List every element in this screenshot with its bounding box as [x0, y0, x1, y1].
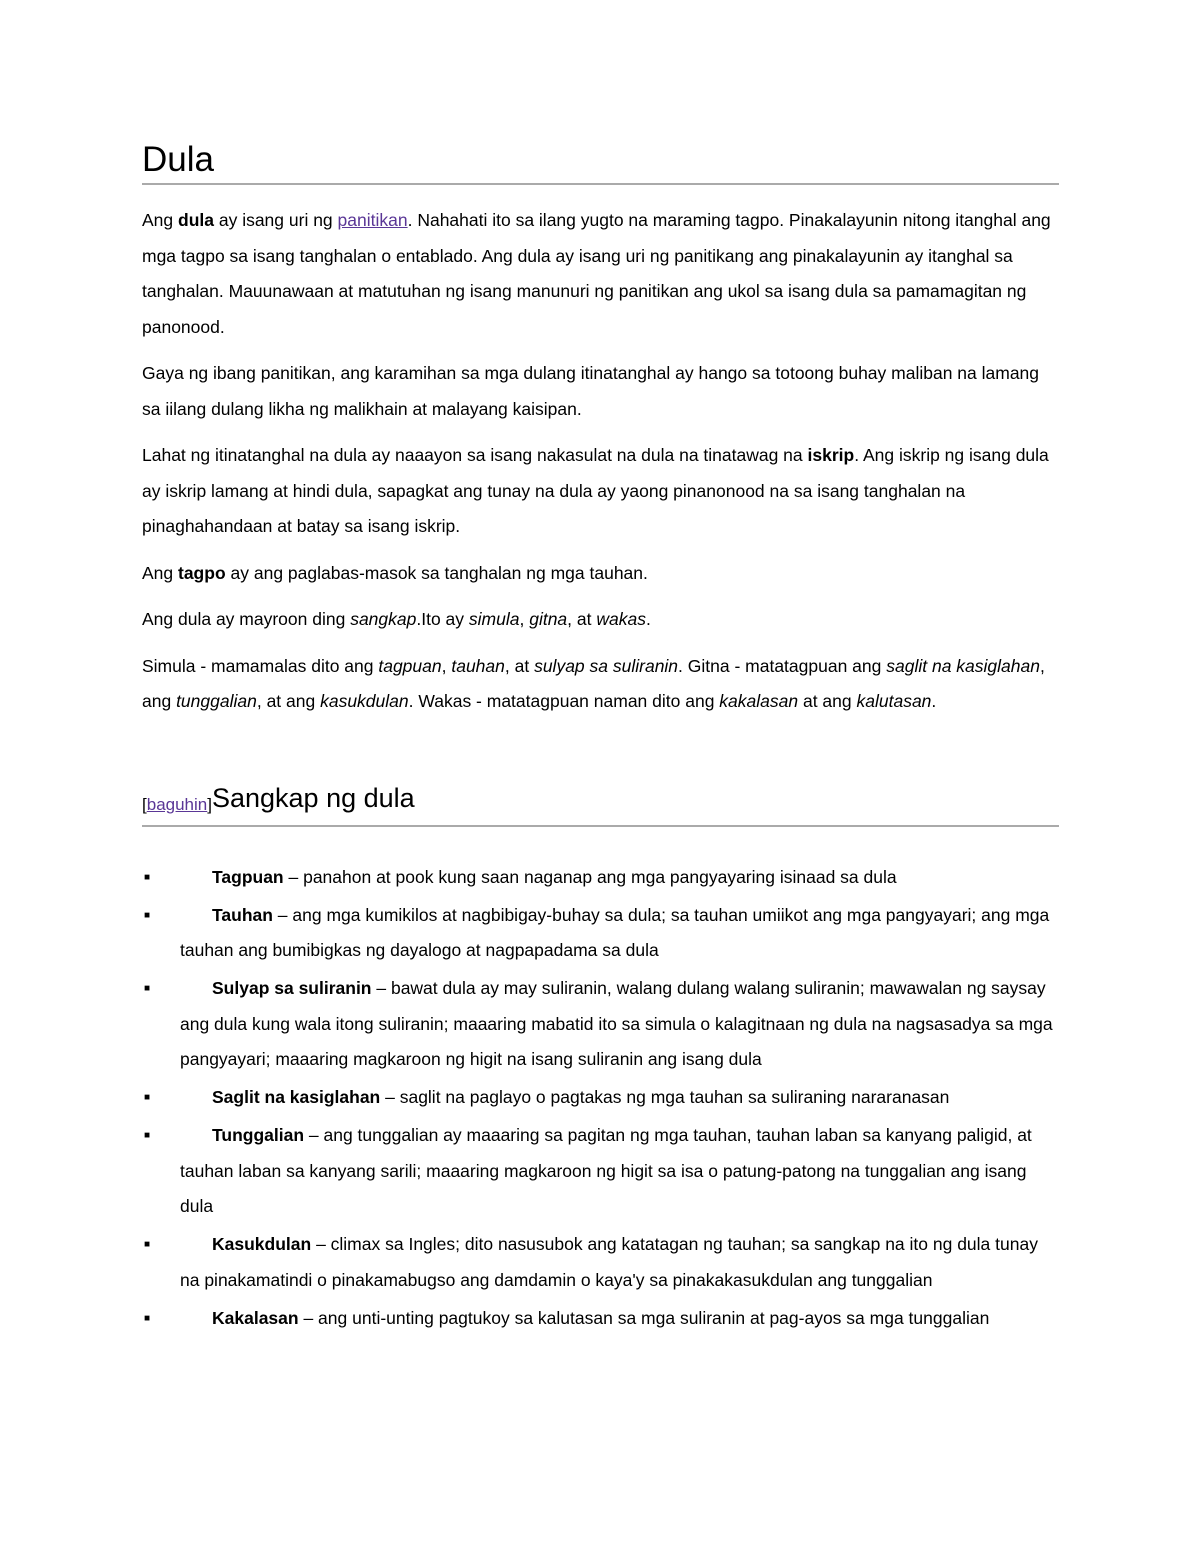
- text: , ang: [142, 655, 1045, 711]
- text: Ang: [142, 562, 178, 583]
- italic-term: kasukdulan: [320, 691, 409, 711]
- paragraph-panitikan: Gaya ng ibang panitikan, ang karamihan sa mga dulang itinatanghal ay hango sa totoong buhay maliban na lamang sa iilang dulang likha ng malikhain at malayang kaisipan.: [142, 363, 1040, 419]
- list-description: – ang tunggalian ay maaaring sa pagitan ng mga tauhan, tauhan laban sa kanyang paligid, at tauhan laban sa kanyang sarili; maaaring magkaroon ng higit sa isa o patung-patong na tunggalian ang isang dula: [180, 1125, 1032, 1216]
- list-description: – climax sa Ingles; dito nasusubok ang katatagan ng tauhan; sa sangkap na ito ng dula tunay na pinakamatindi o pinakamabugso ang damdamin o kaya'y sa pinakakasukdulan ang tunggalian: [180, 1234, 1038, 1290]
- paragraph-sangkap: [142, 602, 1059, 638]
- text: Simula - mamamalas dito ang: [142, 655, 379, 676]
- bold-term-iskrip: iskrip: [807, 445, 855, 465]
- italic-term: simula: [468, 609, 520, 629]
- italic-term: tagpuan: [378, 655, 442, 676]
- sangkap-list: [142, 860, 1059, 1337]
- list-description: – panahon at pook kung saan naganap ang mga pangyayaring isinaad sa dula: [283, 866, 897, 887]
- italic-term: saglit na kasiglahan: [886, 655, 1040, 676]
- section-heading: [142, 780, 1059, 827]
- square-bullet-icon: ■: [144, 1239, 151, 1250]
- list-item-tauhan: [142, 898, 1059, 969]
- list-description: – ang mga kumikilos at nagbibigay-buhay sa dula; sa tauhan umiikot ang mga pangyayari; ang mga tauhan ang bumibigkas ng dayalogo at nagpapadama sa dula: [180, 904, 1050, 960]
- list-item-saglit-na-kasiglahan: [142, 1080, 1059, 1116]
- bold-term-dula: dula: [178, 210, 214, 230]
- text: ,: [519, 609, 530, 629]
- list-description: – bawat dula ay may suliranin, walang dulang walang suliranin; mawawalan ng saysay ang dula kung wala itong suliranin; maaaring mabatid ito sa simula o kalagitnaan ng dula na nagsasadya sa mga pangyayari; maaaring magkaroon ng higit na isang suliranin ang isang dula: [180, 978, 1053, 1069]
- text: at ang: [798, 691, 857, 711]
- italic-term: tauhan: [451, 655, 505, 676]
- square-bullet-icon: ■: [144, 909, 151, 921]
- list-item-sulyap-sa-suliranin: [142, 971, 1059, 1078]
- italic-term: kakalasan: [719, 691, 799, 711]
- text: ay isang uri ng: [213, 210, 338, 230]
- square-bullet-icon: ■: [144, 1312, 151, 1324]
- text: ,: [441, 655, 452, 676]
- text: . Nahahati ito sa ilang yugto na maraming tagpo. Pinakalayunin nitong itanghal ang mga tagpo sa isang tanghalan o entablado. Ang dula ay isang uri ng panitikang ang pinakalayunin ay itanghal sa tanghalan. Mauunawaan at matutuhan ng isang manunuri ng panitikan ang ukol sa isang dula sa pamamagitan ng panonood.: [142, 210, 1051, 337]
- list-description: – ang unti-unting pagtukoy sa kalutasan sa mga suliranin at pag-ayos sa mga tunggalian: [298, 1307, 990, 1328]
- text: , at: [567, 609, 597, 629]
- text: , at ang: [256, 691, 321, 711]
- text: . Wakas - matatagpuan naman dito ang: [408, 691, 720, 711]
- paragraph-simula-gitna-wakas: [142, 649, 1059, 720]
- text: .: [931, 691, 937, 711]
- list-term: Tauhan: [212, 904, 273, 925]
- text: , at: [504, 655, 535, 676]
- italic-term: gitna: [529, 609, 568, 629]
- text: Lahat ng itinatanghal na dula ay naaayon sa isang nakasulat na dula na tinatawag na: [142, 445, 808, 465]
- link-panitikan[interactable]: panitikan: [337, 210, 408, 230]
- text: . Ang iskrip ng isang dula ay iskrip lamang at hindi dula, sapagkat ang tunay na dula ay yaong pinanonood na sa isang tanghalan na pinaghahandaan at batay sa isang iskrip.: [142, 445, 1049, 536]
- paragraph-tagpo: [142, 556, 1059, 592]
- square-bullet-icon: ■: [144, 1092, 151, 1103]
- square-bullet-icon: ■: [144, 871, 151, 883]
- square-bullet-icon: ■: [144, 983, 151, 994]
- paragraph-intro: [142, 203, 1059, 345]
- text: .: [645, 609, 651, 629]
- text: Ang dula ay mayroon ding: [142, 609, 351, 629]
- text: Ang: [142, 210, 178, 230]
- italic-term: sulyap sa suliranin: [534, 655, 679, 676]
- list-term: Kasukdulan: [212, 1234, 312, 1254]
- text: . Gitna - matatagpuan ang: [678, 655, 887, 676]
- document-page: [142, 138, 1059, 1339]
- square-bullet-icon: ■: [144, 1130, 151, 1141]
- list-term: Kakalasan: [212, 1307, 299, 1328]
- text: ay ang paglabas-masok sa tanghalan ng mga tauhan.: [225, 562, 648, 583]
- italic-term: kalutasan: [856, 691, 932, 711]
- edit-link-baguhin[interactable]: baguhin: [146, 794, 208, 814]
- italic-term: tunggalian: [176, 691, 257, 711]
- page-title: Dula: [142, 138, 1059, 185]
- italic-term: wakas: [596, 609, 646, 629]
- bracket: ]: [207, 794, 212, 814]
- italic-term: sangkap: [350, 609, 417, 629]
- list-term: Sulyap sa suliranin: [212, 978, 372, 998]
- list-term: Tagpuan: [212, 866, 284, 887]
- bracket: [: [142, 794, 147, 814]
- bold-term-tagpo: tagpo: [178, 562, 226, 583]
- list-description: – saglit na paglayo o pagtakas ng mga tauhan sa suliraning nararanasan: [380, 1087, 950, 1107]
- list-item-tagpuan: [142, 860, 1059, 896]
- list-item-tunggalian: [142, 1118, 1059, 1225]
- list-item-kasukdulan: [142, 1227, 1059, 1298]
- paragraph-iskrip: [142, 438, 1059, 545]
- section-title: Sangkap ng dula: [211, 782, 415, 813]
- list-term: Tunggalian: [212, 1125, 305, 1145]
- list-term: Saglit na kasiglahan: [212, 1087, 381, 1107]
- edit-section: [142, 795, 212, 814]
- text: .Ito ay: [416, 609, 469, 629]
- list-item-kakalasan: [142, 1301, 1059, 1337]
